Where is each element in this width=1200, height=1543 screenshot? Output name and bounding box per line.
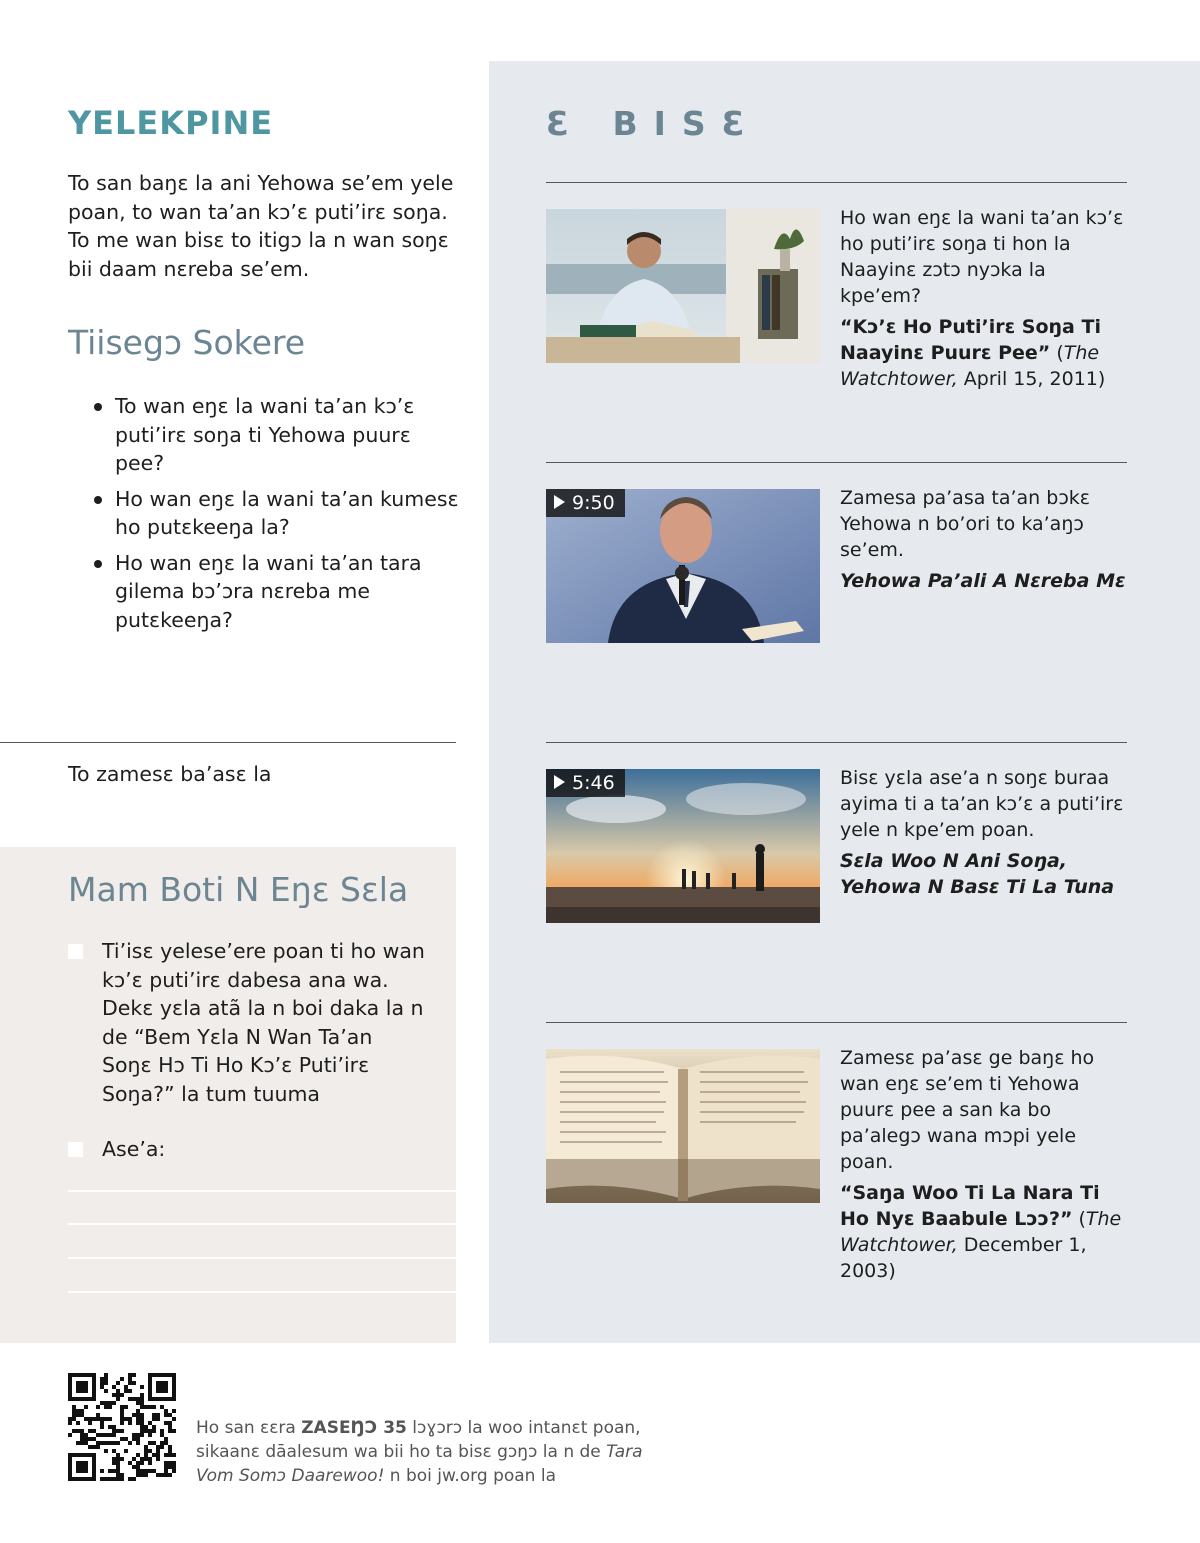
video-duration-badge (546, 769, 625, 797)
article-title[interactable]: “Kɔ’ɛ Ho Puti’irɛ Soŋa Ti Naayinɛ Puurɛ Pee” (The Watchtower, April 15, 2011) (840, 316, 1106, 390)
publication-date: April 15, 2011) (957, 368, 1106, 390)
open-bible-image (546, 1049, 820, 1203)
goals-checklist (68, 937, 428, 1191)
review-heading: Tiisegɔ Sokere (68, 323, 306, 362)
divider (546, 742, 1127, 743)
video-duration-badge (546, 489, 625, 517)
play-icon (554, 775, 565, 789)
article-card-bible (840, 1045, 1130, 1284)
goal-text: Ase’a: (102, 1137, 166, 1161)
video-card-speaker (840, 485, 1130, 594)
divider (546, 1022, 1127, 1023)
summary-text: To san baŋɛ la ani Yehowa se’em yele poan, to wan ta’an kɔ’ɛ puti’irɛ soŋa. To me wan bisɛ to itigɔ la n wan soŋɛ bii daam nɛreba se’em. (68, 171, 454, 281)
article-thumbnail-study[interactable] (546, 209, 820, 363)
publication-date: December 1, 2003) (840, 1234, 1087, 1282)
article-title[interactable]: “Saŋa Woo Ti La Nara Ti Ho Nyɛ Baabule Lɔɔ?” (The Watchtower, December 1, 2003) (840, 1182, 1122, 1282)
write-line[interactable] (68, 1223, 456, 1225)
article-link[interactable]: “Saŋa Woo Ti La Nara Ti Ho Nyɛ Baabule Lɔɔ?” (840, 1182, 1100, 1230)
lesson-line: To zamesɛ ba’asɛ la (68, 762, 272, 786)
checkbox-icon[interactable] (68, 944, 83, 959)
article-card-study (840, 205, 1130, 392)
article-thumbnail-bible[interactable] (546, 1049, 820, 1203)
play-icon (554, 495, 565, 509)
write-line[interactable] (68, 1190, 456, 1192)
review-question: Ho wan eŋɛ la wani ta’an kumesɛ ho putɛkeeŋa la? (92, 485, 462, 542)
write-line[interactable] (68, 1291, 456, 1293)
checkbox-icon[interactable] (68, 1142, 83, 1157)
video-description: Zamesa pa’asa ta’an bɔkɛ Yehowa n bo’ori to ka’aŋɔ se’em. (840, 487, 1091, 561)
video-description: Bisɛ yɛla ase’a n soŋɛ buraa ayima ti a ta’an kɔ’ɛ a puti’irɛ yele n kpe’em poan. (840, 767, 1124, 841)
explore-heading: Ɛ BISƐ (546, 104, 761, 143)
goals-heading: Mam Boti N Eŋɛ Sɛla (68, 870, 409, 909)
review-questions (92, 392, 462, 641)
video-thumbnail-speaker[interactable] (546, 489, 820, 643)
video-duration: 9:50 (572, 492, 615, 514)
video-title[interactable]: Sɛla Woo N Ani Soŋa, Yehowa N Basɛ Ti La Tuna (840, 850, 1115, 898)
divider (546, 182, 1127, 183)
video-thumbnail-sunset[interactable] (546, 769, 820, 923)
divider (546, 462, 1127, 463)
video-card-sunset (840, 765, 1130, 900)
article-link[interactable]: “Kɔ’ɛ Ho Puti’irɛ Soŋa Ti Naayinɛ Puurɛ Pee” (840, 316, 1101, 364)
review-question: To wan eŋɛ la wani ta’an kɔ’ɛ puti’irɛ soŋa ti Yehowa puurɛ pee? (92, 392, 462, 478)
article-description: Zamesɛ pa’asɛ ge baŋɛ ho wan eŋɛ se’em ti Yehowa puurɛ pee a san ka bo pa’alegɔ wana mɔpi yele poan. (840, 1047, 1095, 1173)
man-studying-image (546, 209, 820, 363)
article-description: Ho wan eŋɛ la wani ta’an kɔ’ɛ ho puti’irɛ soŋa ti hon la Naayinɛ zɔtɔ nyɔka la kpe’em? (840, 207, 1124, 307)
publication-name: The Watchtower, (840, 342, 1100, 390)
write-line[interactable] (68, 1257, 456, 1259)
book-title: Tara Vom Somɔ Daarewoo! (196, 1442, 643, 1486)
goal-text: Ti’isɛ yelese’ere poan ti ho wan kɔ’ɛ puti’irɛ dabesa ana wa. Dekɛ yɛla atã la n boi daka la n de “Bem Yɛla N Wan Ta’an Soŋɛ Hɔ Ti Ho Kɔ’ɛ Puti’irɛ Soŋa?” la tum tuuma (102, 939, 425, 1106)
video-duration: 5:46 (572, 772, 615, 794)
goal-item (68, 1135, 428, 1164)
goal-item (68, 937, 428, 1108)
publication-name: The Watchtower, (840, 1208, 1122, 1256)
review-question: Ho wan eŋɛ la wani ta’an tara gilema bɔ’ɔra nɛreba me putɛkeeŋa? (92, 549, 462, 635)
divider (0, 742, 456, 743)
summary-heading: YELEKPINE (68, 104, 274, 142)
lesson-reference: ZASEŊƆ 35 (301, 1418, 407, 1438)
qr-code-icon[interactable] (68, 1373, 176, 1481)
video-title[interactable]: Yehowa Pa’ali A Nɛreba Mɛ (840, 570, 1126, 592)
footer-note: Ho san ɛɛra ZASEŊƆ 35 lɔɣɔrɔ la woo intanɛt poan, sikaanɛ dāalesum wa bii ho ta bisɛ gɔŋɔ la n de Tara Vom Somɔ Daarewoo! n boi jw.org poan la (196, 1418, 643, 1486)
